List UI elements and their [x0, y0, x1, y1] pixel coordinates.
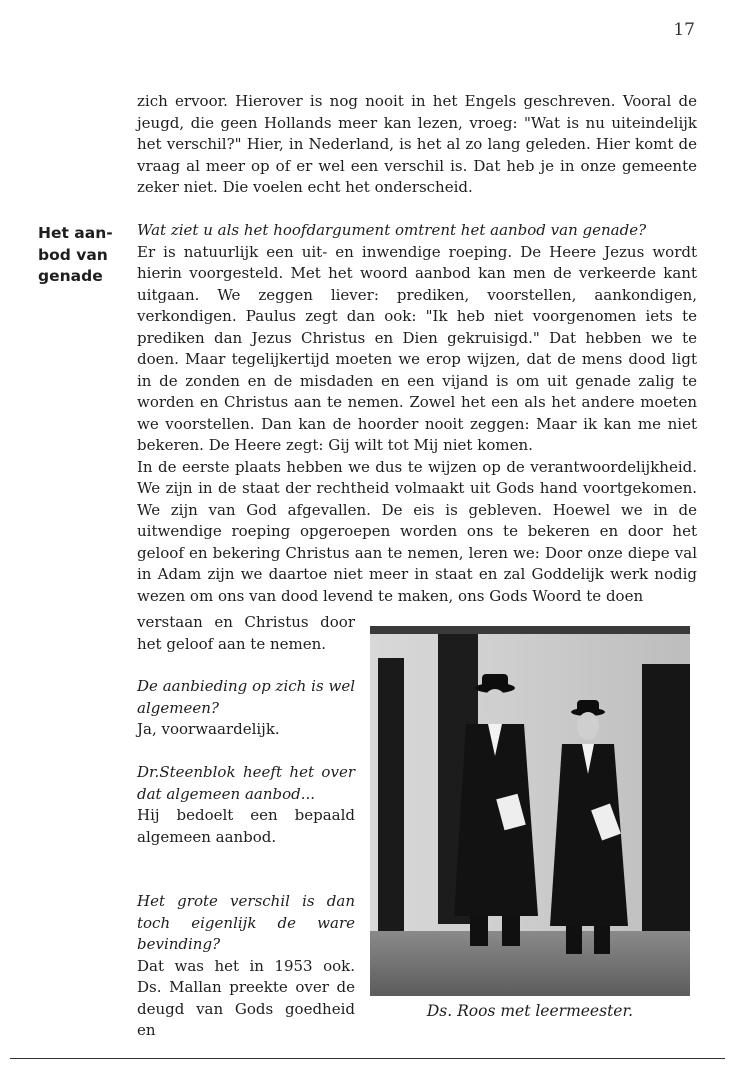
left-coat [454, 724, 538, 916]
question-3: Dr.Steenblok heeft het over dat algemeen aanbod... [137, 763, 355, 803]
margin-heading [38, 223, 126, 288]
margin-heading-line-2: bod van [38, 245, 108, 264]
answer-2: Ja, voorwaardelijk. [137, 720, 280, 738]
qa-block-3 [137, 891, 355, 1042]
answer-1c-block [137, 612, 355, 655]
left-face [483, 689, 507, 719]
margin-heading-line-1: Het aan- [38, 224, 113, 242]
answer-1c: verstaan en Christus door het geloof aan te nemen. [137, 613, 355, 653]
right-leg-2 [594, 926, 610, 954]
intro-text: zich ervoor. Hierover is nog nooit in het Engels geschreven. Vooral de jeugd, die geen Hollands meer kan lezen, vroeg: "Wat is nu uiteindelijk het verschil?" Hier, in Nederland, is het al zo lang geleden. Hier komt de vraag al meer op of er wel een verschil is. Dat heb je in onze gemeente zeker niet. Die voelen echt het onderscheid. [137, 92, 697, 196]
question-1: Wat ziet u als het hoofdargument omtrent het aanbod van genade? [137, 221, 647, 239]
figure-left-man [454, 674, 538, 946]
left-hat-crown [482, 674, 508, 690]
photo-two-ministers [370, 626, 690, 996]
page-number: 17 [673, 20, 695, 40]
bottom-rule [10, 1058, 725, 1059]
question-2: De aanbieding op zich is wel algemeen? [137, 677, 355, 717]
left-leg-1 [470, 916, 488, 946]
right-face [577, 712, 599, 740]
main-body [137, 220, 697, 607]
figure-right-man [550, 700, 628, 954]
intro-paragraph [137, 91, 697, 199]
question-4: Het grote verschil is dan toch eigenlijk de ware bevinding? [137, 892, 355, 953]
photo-figures [370, 626, 690, 996]
right-leg-1 [566, 926, 582, 954]
margin-heading-line-3: genade [38, 267, 103, 285]
answer-3: Hij bedoelt een bepaald algemeen aanbod. [137, 806, 355, 846]
photo-caption: Ds. Roos met leermeester. [426, 1002, 634, 1020]
answer-1b: In de eerste plaats hebben we dus te wijzen op de verantwoordelijkheid. We zijn in de staat der rechtheid volmaakt uit Gods hand voortgekomen. We zijn van God afgevallen. De eis is gebleven. Hoewel we in de uitwendige roeping opgeroepen worden ons te bekeren en door het geloof en bekering Christus aan te nemen, leren we: Door onze diepe val in Adam zijn we daartoe niet meer in staat en zal Goddelijk werk nodig wezen om ons van dood levend te maken, ons Gods Woord te doen [137, 457, 697, 605]
answer-4: Dat was het in 1953 ook. Ds. Mallan preekte over de deugd van Gods goedheid en [137, 956, 355, 1039]
left-leg-2 [502, 916, 520, 946]
right-hat-crown [577, 700, 599, 714]
qa-block-2 [137, 762, 355, 848]
answer-1a: Er is natuurlijk een uit- en inwendige roeping. De Heere Jezus wordt hierin voorgesteld. Met het woord aanbod kan men de verkeerde kant uitgaan. We zeggen liever: prediken, voorstellen, aankondigen, verkondigen. Paulus zegt dan ook: "Ik heb niet voorgenomen iets te prediken dan Jezus Christus en Dien gekruisigd." Dat hebben we te doen. Maar tegelijkertijd moeten we erop wijzen, dat de mens dood ligt in de zonden en de misdaden en een vijand is om uit genade zalig te worden en Christus aan te nemen. Zowel het een als het andere moeten we voorstellen. Dan kan de hoorder nooit zeggen: Maar ik kan me niet bekeren. De Heere zegt: Gij wilt tot Mij niet komen. [137, 242, 697, 454]
qa-block-1 [137, 676, 355, 741]
